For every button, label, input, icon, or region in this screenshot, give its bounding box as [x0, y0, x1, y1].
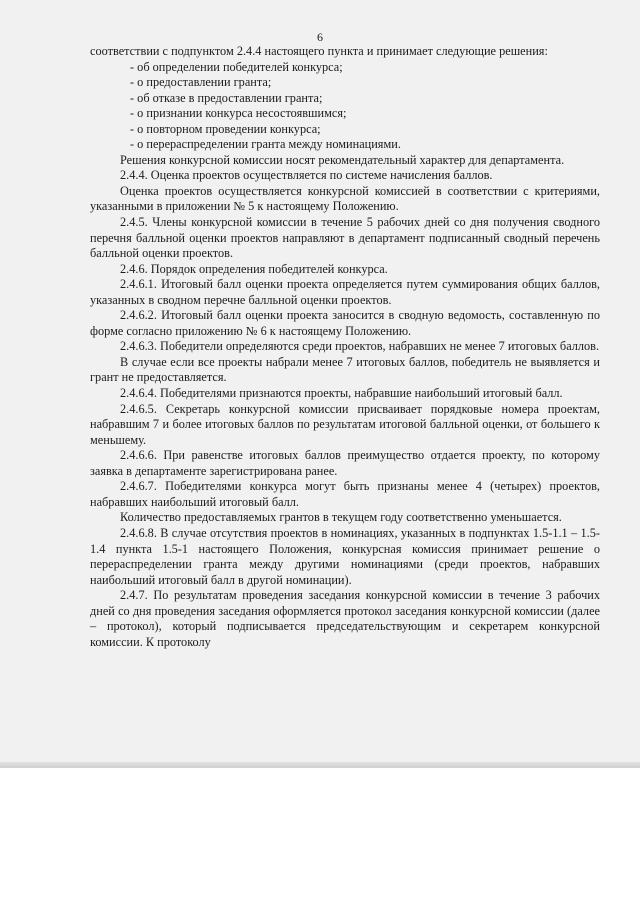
paragraph: 2.4.6. Порядок определения победителей конкурса.: [120, 261, 388, 276]
paragraph: 2.4.6.1. Итоговый балл оценки проекта определяется путем суммирования общих баллов, указанных в сводном перечне балльной оценки проектов.: [90, 277, 600, 307]
paragraph: 2.4.4. Оценка проектов осуществляется по системе начисления баллов.: [120, 168, 493, 183]
paragraph: 2.4.6.8. В случае отсутствия проектов в номинациях, указанных в подпунктах 1.5-1.1 – 1.5-1.4 пункта 1.5-1 настоящего Положения, конкурсная комиссия принимает решение о перераспределении гранта между другими номинациями (среди проектов, набравших наибольший итоговый балл в другой номинации).: [90, 525, 600, 587]
paragraph: 2.4.7. По результатам проведения заседания конкурсной комиссии в течение 3 рабочих дней со дня проведения заседания оформляется протокол заседания конкурсной комиссии (далее – протокол), который подписывается председательствующим и секретарем конкурсной комиссии. К протоколу: [90, 588, 600, 649]
paragraph: 2.4.6.3. Победители определяются среди проектов, набравших не менее 7 итоговых баллов.: [120, 339, 600, 354]
list-item: - о предоставлении гранта;: [130, 75, 272, 90]
paragraph: 2.4.6.7. Победителями конкурса могут быть признаны менее 4 (четырех) проектов, набравших наибольший итоговый балл.: [90, 479, 600, 509]
page-number: 6: [317, 30, 323, 44]
paragraph: Решения конкурсной комиссии носят рекомендательный характер для департамента.: [120, 152, 565, 167]
list-item: - об отказе в предоставлении гранта;: [130, 90, 323, 105]
list-item: - о перераспределении гранта между номинациями.: [130, 137, 401, 152]
list-item: - о признании конкурса несостоявшимся;: [130, 106, 347, 121]
empty-background: [0, 768, 640, 905]
paragraph: Количество предоставляемых грантов в текущем году соответственно уменьшается.: [120, 510, 562, 525]
paragraph: 2.4.6.5. Секретарь конкурсной комиссии присваивает порядковые номера проектам, набравшим 7 и более итоговых баллов по результатам итоговой балльной оценки, от большего к меньшему.: [90, 401, 600, 447]
paragraph: соответствии с подпунктом 2.4.4 настоящего пункта и принимает следующие решения:: [90, 44, 548, 58]
list-item: - об определении победителей конкурса;: [130, 59, 343, 74]
paragraph: Оценка проектов осуществляется конкурсной комиссией в соответствии с критериями, указанными в приложении № 5 к настоящему Положению.: [90, 183, 600, 214]
paragraph: 2.4.6.2. Итоговый балл оценки проекта заносится в сводную ведомость, составленную по форме согласно приложению № 6 к настоящему Положению.: [90, 308, 600, 338]
paragraph: 2.4.5. Члены конкурсной комиссии в течение 5 рабочих дней со дня получения сводного перечня балльной оценки проектов направляют в департамент подписанный сводный перечень балльной оценки проектов.: [90, 215, 600, 261]
document-body: [90, 44, 600, 650]
list-item: - о повторном проведении конкурса;: [130, 121, 321, 136]
paragraph: 2.4.6.6. При равенстве итоговых баллов преимущество отдается проекту, по которому заявка в департаменте зарегистрирована ранее.: [90, 448, 600, 478]
paragraph: 2.4.6.4. Победителями признаются проекты, набравшие наибольший итоговый балл.: [120, 386, 563, 401]
paragraph: В случае если все проекты набрали менее 7 итоговых баллов, победитель не выявляется и грант не предоставляется.: [90, 354, 600, 385]
